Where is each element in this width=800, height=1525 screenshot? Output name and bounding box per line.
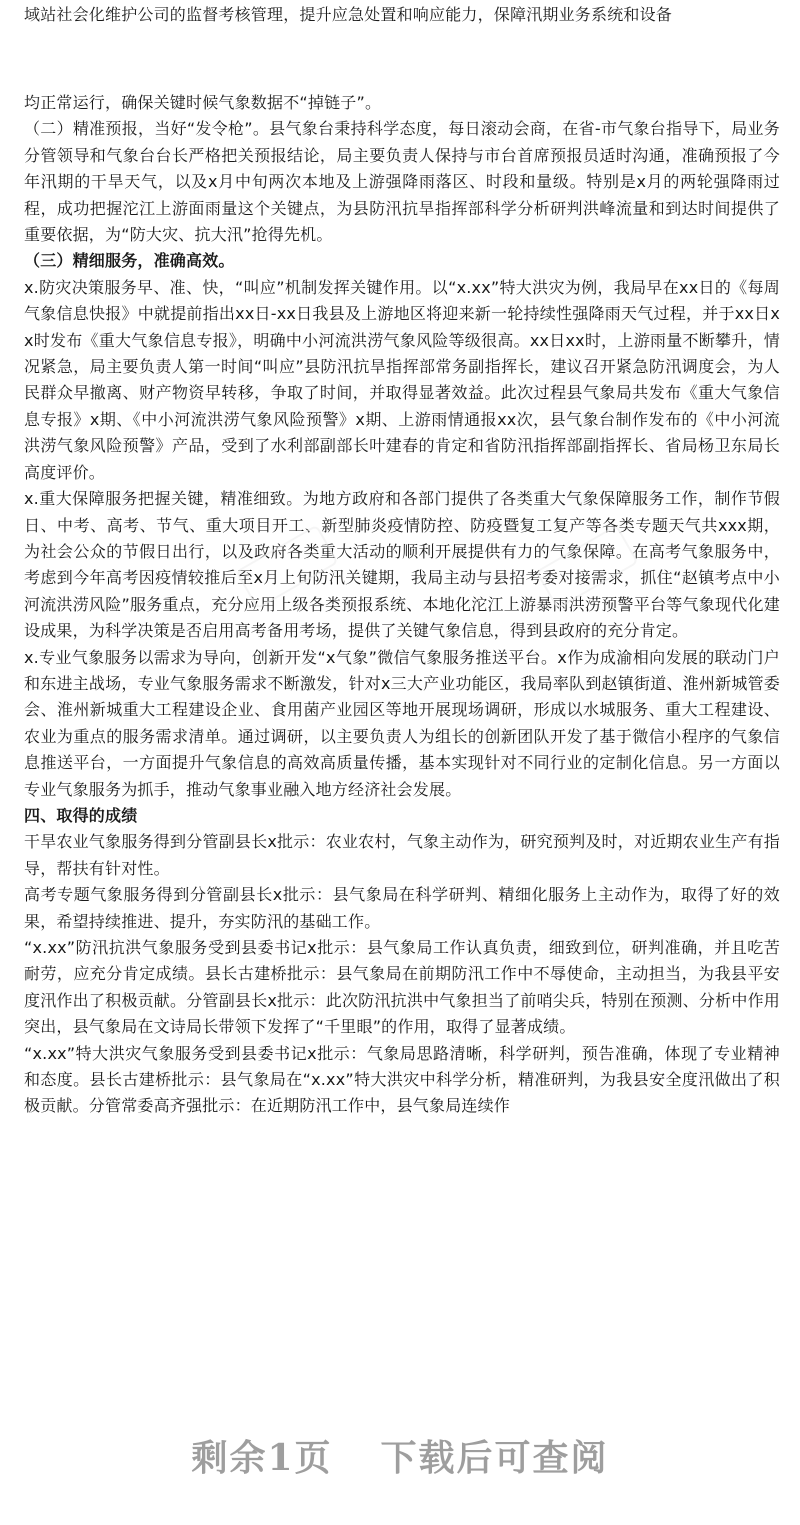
download-to-view-button[interactable]: 下载后可查阅 [380, 1436, 609, 1479]
document-body [24, 90, 780, 1120]
paragraph: x.重大保障服务把握关键，精准细致。为地方政府和各部门提供了各类重大气象保障服务工作，制作节假日、中考、高考、节气、重大项目开工、新型肺炎疫情防控、防疫暨复工复产等各类专题天气共xxx期，为社会公众的节假日出行，以及政府各类重大活动的顺利开展提供有力的气象保障。在高考气象服务中，考虑到今年高考因疫情较推后至x月上旬防汛关键期，我局主动与县招考委对接需求，抓住“赵镇考点中小河流洪涝风险”服务重点，充分应用上级各类预报系统、本地化沱江上游暴雨洪涝预警平台等气象现代化建设成果，为科学决策是否启用高考备用考场，提供了关键气象信息，得到县政府的充分肯定。 [24, 489, 780, 641]
section-heading: 四、取得的成绩 [24, 805, 138, 825]
paragraph: 均正常运行，确保关键时候气象数据不“掉链子”。 [24, 93, 382, 112]
paragraph: x.专业气象服务以需求为导向，创新开发“x气象”微信气象服务推送平台。x作为成渝相向发展的联动门户和东进主战场，专业气象服务需求不断激发，针对x三大产业功能区，我局率队到赵镇街道、淮州新城管委会、淮州新城重大工程建设企业、食用菌产业园区等地开展现场调研，形成以水城服务、重大工程建设、农业为重点的服务需求清单。通过调研，以主要负责人为组长的创新团队开发了基于微信小程序的气象信息推送平台，一方面提升气象信息的高效高质量传播，基本实现针对不同行业的定制化信息。另一方面以专业气象服务为抓手，推动气象事业融入地方经济社会发展。 [24, 647, 780, 799]
paragraph: 高考专题气象服务得到分管副县长x批示：县气象局在科学研判、精细化服务上主动作为，取得了好的效果，希望持续推进、提升，夯实防汛的基础工作。 [24, 885, 780, 931]
remaining-pages-label: 剩余1页 [191, 1436, 333, 1479]
section-heading: （三）精细服务，准确高效。 [24, 251, 235, 271]
paragraph: 干旱农业气象服务得到分管副县长x批示：农业农村，气象主动作为，研究预判及时，对近期农业生产有指导，帮扶有针对性。 [24, 832, 780, 878]
paragraph: “x.xx”特大洪灾气象服务受到县委书记x批示：气象局思路清晰，科学研判，预告准确，体现了专业精神和态度。县长古建桥批示：县气象局在“x.xx”特大洪灾中科学分析，精准研判，为我县安全度汛做出了积极贡献。分管常委高齐强批示：在近期防汛工作中，县气象局连续作 [24, 1043, 780, 1116]
remaining-pages-banner[interactable] [0, 1420, 800, 1490]
top-line: 域站社会化维护公司的监督考核管理，提升应急处置和响应能力，保障汛期业务系统和设备 [24, 5, 673, 24]
paragraph: “x.xx”防汛抗洪气象服务受到县委书记x批示：县气象局工作认真负责，细致到位，研判准确，并且吃苦耐劳，应充分肯定成绩。县长古建桥批示：县气象局在前期防汛工作中不辱使命，主动担当，为我县平安度汛作出了积极贡献。分管副县长x批示：此次防汛抗洪中气象担当了前哨尖兵，特别在预测、分析中作用突出，县气象局在文诗局长带领下发挥了“千里眼”的作用，取得了显著成绩。 [24, 938, 780, 1037]
paragraph: x.防灾决策服务早、准、快，“叫应”机制发挥关键作用。以“x.xx”特大洪灾为例，我局早在xx日的《每周气象信息快报》中就提前指出xx日-xx日我县及上游地区将迎来新一轮持续性强降雨天气过程，并于xx日xx时发布《重大气象信息专报》，明确中小河流洪涝气象风险等级很高。xx日xx时，上游雨量不断攀升，情况紧急，局主要负责人第一时间“叫应”县防汛抗旱指挥部常务副指挥长，建议召开紧急防汛调度会，为人民群众早撤离、财产物资早转移，争取了时间，并取得显著效益。此次过程县气象局共发布《重大气象信息专报》x期、《中小河流洪涝气象风险预警》x期、上游雨情通报xx次，县气象台制作发布的《中小河流洪涝气象风险预警》产品，受到了水利部副部长叶建春的肯定和省防汛指挥部副指挥长、省局杨卫东局长高度评价。 [24, 277, 780, 482]
cut-off-top-text [24, 2, 780, 28]
paragraph: （二）精准预报，当好“发令枪”。县气象台秉持科学态度，每日滚动会商，在省-市气象台指导下，局业务分管领导和气象台台长严格把关预报结论，局主要负责人保持与市台首席预报员适时沟通，准确预报了今年汛期的干旱天气，以及x月中旬两次本地及上游强降雨落区、时段和量级。特别是x月的两轮强降雨过程，成功把握沱江上游面雨量这个关键点，为县防汛抗旱指挥部科学分析研判洪峰流量和到达时间提供了重要依据，为“防大灾、抗大汛”抢得先机。 [24, 119, 780, 245]
